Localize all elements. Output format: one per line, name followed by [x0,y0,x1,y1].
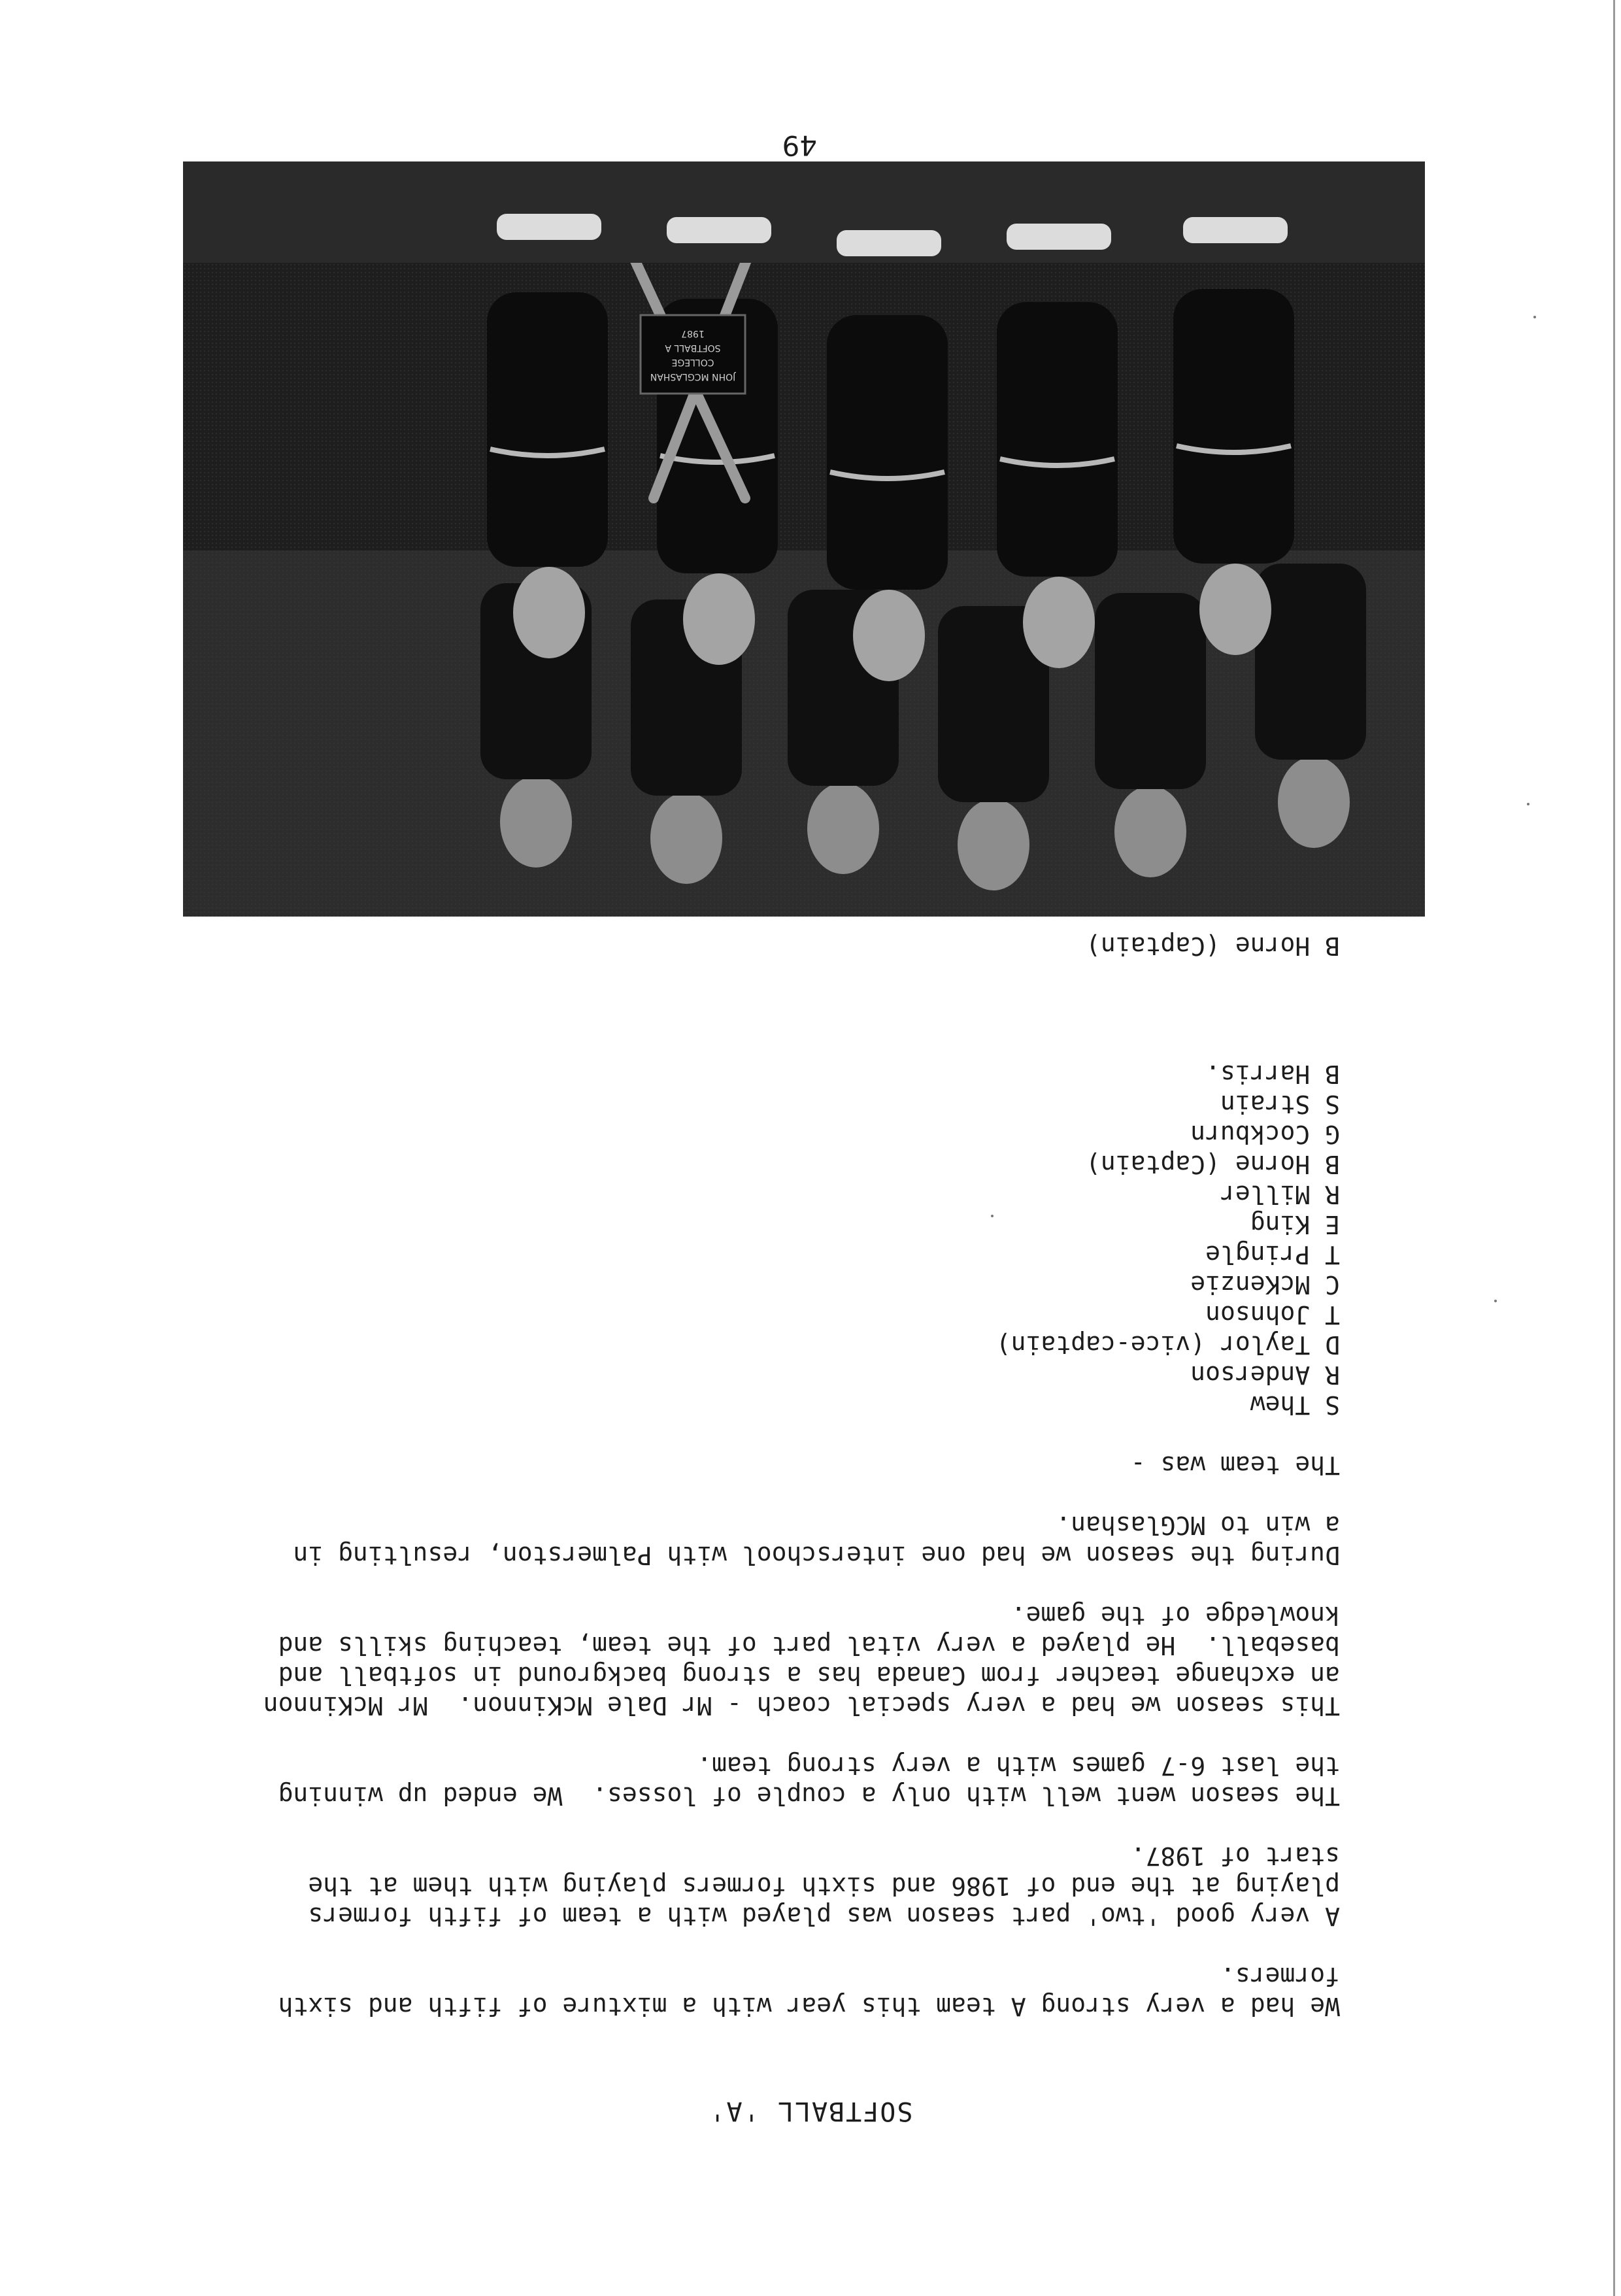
scan-speck [991,1215,994,1217]
scan-speck [1494,1300,1497,1302]
plaque-line-1: JOHN MCGLASHAN [650,371,736,382]
paragraph-4: This season we had a very special coach - Mr Dale McKinnon. Mr McKinnon an exchange teacher from Canada has a strong background in softball and baseball. He played a very vital part of the team, teaching skills and knowledge of the game. [263,1601,1340,1720]
team-member: R Anderson [1190,1360,1340,1389]
scan-speck [1527,803,1529,805]
page-title: SOFTBALL 'A' [708,2096,913,2126]
team-member: E King [1250,1210,1340,1239]
scan-edge-line [1613,0,1615,2296]
page-number: 49 [782,129,817,161]
paragraph-2: A very good 'two' part season was played with a team of fifth formers playing at the end of 1986 and sixth formers playing with them at the start of 1987. [308,1842,1340,1931]
team-member: D Taylor (vice-captain) [995,1330,1340,1359]
team-member: B Harris. [1205,1060,1340,1089]
team-member: B Horne (Captain) [1086,1150,1340,1179]
team-member: G Cockburn [1190,1120,1340,1149]
photo-caption: B Horne (Captain) [1086,932,1340,960]
team-member: T Pringle [1205,1240,1340,1269]
team-member: R Miller [1220,1180,1340,1209]
plaque-line-3: SOFTBALL A [665,343,721,353]
paragraph-3: The season went well with only a couple of losses. We ended up winning the last 6-7 games with a very strong team. [278,1751,1340,1810]
paragraph-5: During the season we had one interschool with Palmerston, resulting in a win to MCGlashan. [293,1511,1340,1570]
plaque-line-4: 1987 [681,328,705,339]
team-intro: The team was - [1130,1451,1340,1479]
team-member: S Thew [1250,1391,1340,1419]
team-photo [183,161,1425,917]
team-photo-image [183,161,1425,917]
team-member: C McKenzie [1190,1270,1340,1299]
team-member: T Johnson [1205,1300,1340,1329]
plaque-line-2: COLLEGE [671,357,714,367]
scan-speck [1533,316,1536,318]
article-body [196,1059,1340,2021]
team-member: S Strain [1220,1090,1340,1119]
paragraph-1: We had a very strong A team this year with a mixture of fifth and sixth formers. [278,1962,1340,2021]
team-list [196,1059,1340,1420]
